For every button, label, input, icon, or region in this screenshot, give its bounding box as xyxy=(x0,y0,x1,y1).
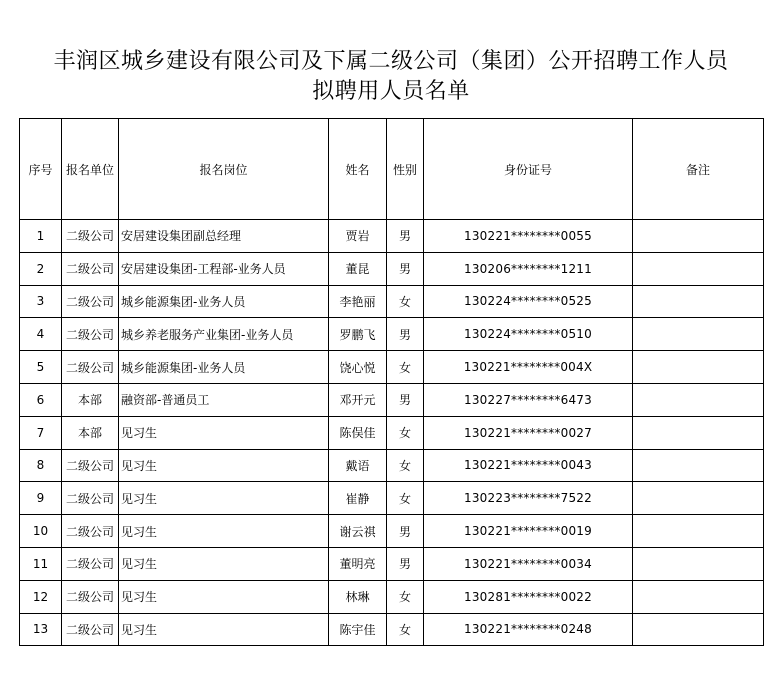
cell-seq: 3 xyxy=(20,285,62,318)
cell-name: 戴语 xyxy=(329,449,387,482)
cell-post: 见习生 xyxy=(119,515,329,548)
cell-post: 城乡能源集团-业务人员 xyxy=(119,285,329,318)
cell-post: 融资部-普通员工 xyxy=(119,383,329,416)
cell-gender: 女 xyxy=(387,449,424,482)
cell-gender: 女 xyxy=(387,580,424,613)
cell-name: 董昆 xyxy=(329,252,387,285)
cell-id-number: 130221********0019 xyxy=(424,515,633,548)
header-id-number: 身份证号 xyxy=(424,119,633,220)
table-row xyxy=(20,482,764,515)
cell-unit: 本部 xyxy=(62,383,119,416)
cell-post: 见习生 xyxy=(119,580,329,613)
table-row xyxy=(20,547,764,580)
table-row xyxy=(20,351,764,384)
table-row xyxy=(20,449,764,482)
cell-remark xyxy=(633,318,764,351)
cell-remark xyxy=(633,351,764,384)
cell-gender: 女 xyxy=(387,482,424,515)
cell-remark xyxy=(633,515,764,548)
cell-id-number: 130221********0043 xyxy=(424,449,633,482)
table-row xyxy=(20,580,764,613)
cell-unit: 本部 xyxy=(62,416,119,449)
table-row xyxy=(20,252,764,285)
cell-seq: 2 xyxy=(20,252,62,285)
cell-remark xyxy=(633,285,764,318)
cell-id-number: 130221********0055 xyxy=(424,220,633,253)
table-row xyxy=(20,515,764,548)
cell-name: 罗鹏飞 xyxy=(329,318,387,351)
document-title: 丰润区城乡建设有限公司及下属二级公司（集团）公开招聘工作人员 xyxy=(53,49,729,74)
cell-seq: 11 xyxy=(20,547,62,580)
cell-id-number: 130221********004X xyxy=(424,351,633,384)
header-unit: 报名单位 xyxy=(62,119,119,220)
cell-post: 见习生 xyxy=(119,482,329,515)
cell-unit: 二级公司 xyxy=(62,285,119,318)
cell-name: 李艳丽 xyxy=(329,285,387,318)
cell-gender: 女 xyxy=(387,416,424,449)
cell-unit: 二级公司 xyxy=(62,482,119,515)
cell-remark xyxy=(633,482,764,515)
cell-id-number: 130224********0510 xyxy=(424,318,633,351)
cell-gender: 男 xyxy=(387,252,424,285)
cell-name: 崔静 xyxy=(329,482,387,515)
cell-id-number: 130221********0034 xyxy=(424,547,633,580)
cell-remark xyxy=(633,449,764,482)
cell-seq: 4 xyxy=(20,318,62,351)
cell-unit: 二级公司 xyxy=(62,351,119,384)
cell-unit: 二级公司 xyxy=(62,515,119,548)
cell-name: 饶心悦 xyxy=(329,351,387,384)
cell-gender: 男 xyxy=(387,383,424,416)
table-row xyxy=(20,383,764,416)
header-seq: 序号 xyxy=(20,119,62,220)
cell-id-number: 130221********0027 xyxy=(424,416,633,449)
cell-id-number: 130227********6473 xyxy=(424,383,633,416)
cell-post: 安居建设集团-工程部-业务人员 xyxy=(119,252,329,285)
cell-seq: 12 xyxy=(20,580,62,613)
cell-seq: 13 xyxy=(20,613,62,646)
table-row xyxy=(20,220,764,253)
cell-gender: 男 xyxy=(387,515,424,548)
cell-post: 见习生 xyxy=(119,613,329,646)
cell-post: 安居建设集团副总经理 xyxy=(119,220,329,253)
cell-gender: 男 xyxy=(387,220,424,253)
table-header-row xyxy=(20,119,764,220)
cell-remark xyxy=(633,613,764,646)
cell-unit: 二级公司 xyxy=(62,449,119,482)
cell-unit: 二级公司 xyxy=(62,547,119,580)
header-remark: 备注 xyxy=(633,119,764,220)
cell-name: 贾岩 xyxy=(329,220,387,253)
cell-remark xyxy=(633,547,764,580)
cell-seq: 7 xyxy=(20,416,62,449)
cell-post: 见习生 xyxy=(119,547,329,580)
table-row xyxy=(20,318,764,351)
cell-seq: 10 xyxy=(20,515,62,548)
table-body xyxy=(20,220,764,646)
cell-remark xyxy=(633,580,764,613)
table-row xyxy=(20,613,764,646)
cell-unit: 二级公司 xyxy=(62,252,119,285)
cell-post: 见习生 xyxy=(119,416,329,449)
cell-gender: 男 xyxy=(387,547,424,580)
cell-id-number: 130221********0248 xyxy=(424,613,633,646)
cell-post: 见习生 xyxy=(119,449,329,482)
cell-remark xyxy=(633,383,764,416)
cell-name: 谢云祺 xyxy=(329,515,387,548)
cell-gender: 男 xyxy=(387,318,424,351)
cell-name: 陈宇佳 xyxy=(329,613,387,646)
cell-unit: 二级公司 xyxy=(62,580,119,613)
hiring-roster-table xyxy=(19,118,764,646)
header-gender: 性别 xyxy=(387,119,424,220)
header-name: 姓名 xyxy=(329,119,387,220)
cell-post: 城乡养老服务产业集团-业务人员 xyxy=(119,318,329,351)
header-post: 报名岗位 xyxy=(119,119,329,220)
cell-seq: 1 xyxy=(20,220,62,253)
cell-seq: 9 xyxy=(20,482,62,515)
cell-id-number: 130206********1211 xyxy=(424,252,633,285)
cell-gender: 女 xyxy=(387,285,424,318)
cell-name: 董明亮 xyxy=(329,547,387,580)
cell-unit: 二级公司 xyxy=(62,613,119,646)
cell-remark xyxy=(633,416,764,449)
cell-name: 邓开元 xyxy=(329,383,387,416)
cell-id-number: 130224********0525 xyxy=(424,285,633,318)
table-row xyxy=(20,416,764,449)
cell-unit: 二级公司 xyxy=(62,220,119,253)
cell-name: 林琳 xyxy=(329,580,387,613)
cell-name: 陈俣佳 xyxy=(329,416,387,449)
cell-post: 城乡能源集团-业务人员 xyxy=(119,351,329,384)
cell-seq: 5 xyxy=(20,351,62,384)
table-row xyxy=(20,285,764,318)
cell-id-number: 130281********0022 xyxy=(424,580,633,613)
cell-gender: 女 xyxy=(387,613,424,646)
cell-seq: 8 xyxy=(20,449,62,482)
cell-seq: 6 xyxy=(20,383,62,416)
cell-gender: 女 xyxy=(387,351,424,384)
cell-remark xyxy=(633,220,764,253)
cell-unit: 二级公司 xyxy=(62,318,119,351)
document-subtitle: 拟聘用人员名单 xyxy=(312,79,470,104)
cell-remark xyxy=(633,252,764,285)
cell-id-number: 130223********7522 xyxy=(424,482,633,515)
